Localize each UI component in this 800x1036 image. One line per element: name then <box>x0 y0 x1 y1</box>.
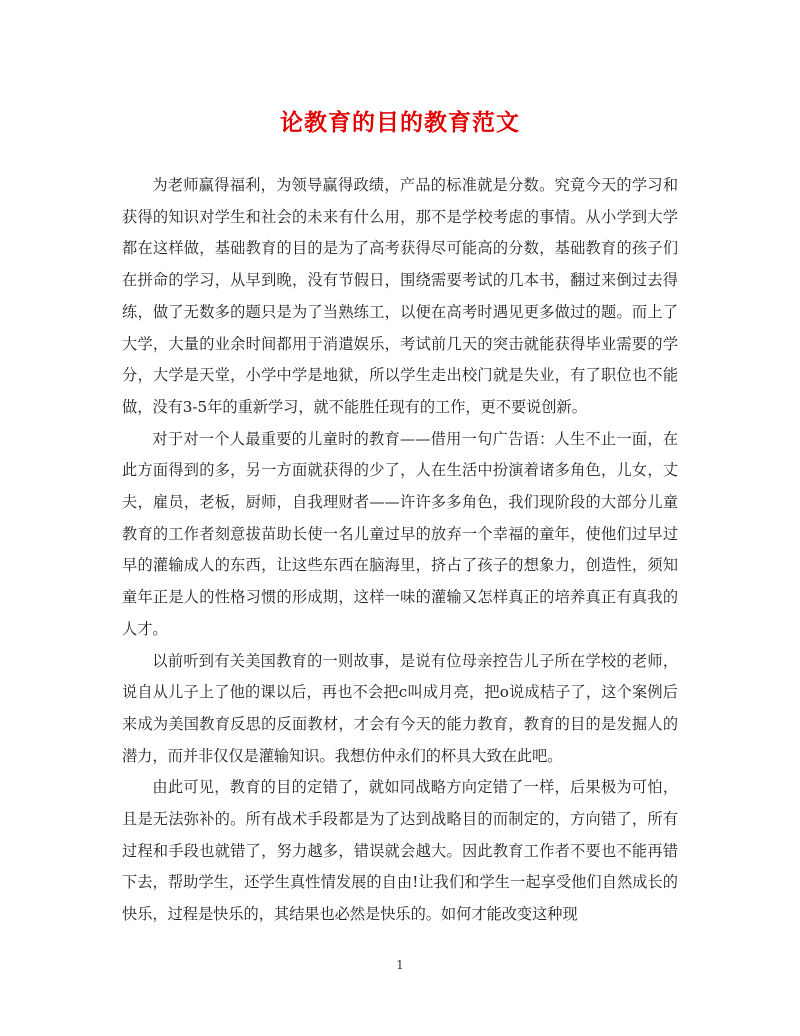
paragraph-3: 以前听到有关美国教育的一则故事，是说有位母亲控告儿子所在学校的老师，说自从儿子上了他的课以后，再也不会把c叫成月亮，把o说成桔子了，这个案例后来成为美国教育反思的反面教材，才会有今天的能力教育，教育的目的是发掘人的潜力，而并非仅仅是灌输知识。我想仿仲永们的杯具大致在此吧。 <box>122 651 678 765</box>
paragraph-2: 对于对一个人最重要的儿童时的教育——借用一句广告语：人生不止一面，在此方面得到的多，另一方面就获得的少了，人在生活中扮演着诸多角色，儿女，丈夫，雇员，老板，厨师，自我理财者——许许多多角色，我们现阶段的大部分儿童教育的工作者刻意拔苗助长使一名儿童过早的放弃一个幸福的童年，使他们过早过早的灌输成人的东西，让这些东西在脑海里，挤占了孩子的想象力，创造性，须知童年正是人的性格习惯的形成期，这样一味的灌输又怎样真正的培养真正有真我的人才。 <box>122 429 678 638</box>
page-number: 1 <box>396 958 404 972</box>
document-body <box>122 170 678 931</box>
paragraph-1: 为老师赢得福利，为领导赢得政绩，产品的标准就是分数。究竟今天的学习和获得的知识对学生和社会的未来有什么用，那不是学校考虑的事情。从小学到大学都在这样做，基础教育的目的是为了高考获得尽可能高的分数，基础教育的孩子们在拼命的学习，从早到晚，没有节假日，围绕需要考试的几本书，翻过来倒过去得练，做了无数多的题只是为了当熟练工，以便在高考时遇见更多做过的题。而上了大学，大量的业余时间都用于消遣娱乐，考试前几天的突击就能获得毕业需要的学分，大学是天堂，小学中学是地狱，所以学生走出校门就是失业，有了职位也不能做，没有3-5年的重新学习，就不能胜任现有的工作，更不要说创新。 <box>122 176 678 416</box>
document-title: 论教育的目的教育范文 <box>280 109 520 136</box>
paragraph-4: 由此可见，教育的目的定错了，就如同战略方向定错了一样，后果极为可怕，且是无法弥补的。所有战术手段都是为了达到战略目的而制定的，方向错了，所有过程和手段也就错了，努力越多，错误就会越大。因此教育工作者不要也不能再错下去，帮助学生，还学生真性情发展的自由!让我们和学生一起享受他们自然成长的快乐，过程是快乐的，其结果也必然是快乐的。如何才能改变这种现 <box>122 778 678 924</box>
